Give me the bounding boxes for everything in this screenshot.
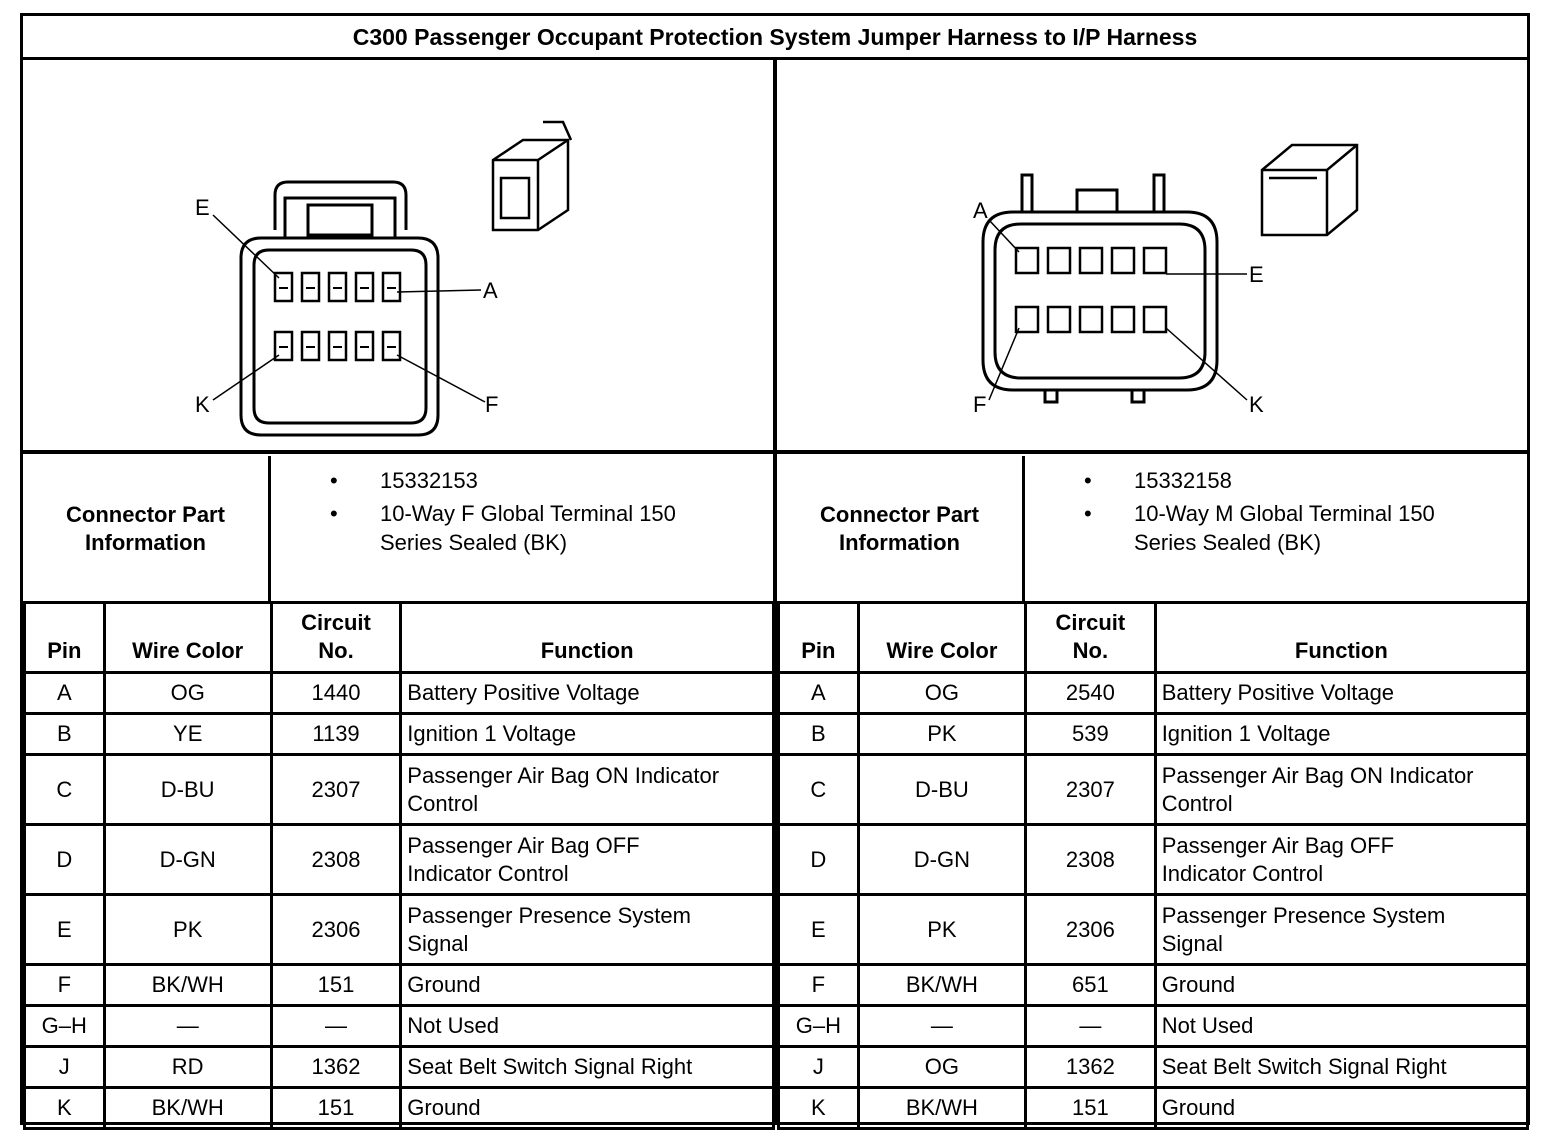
function-cell: Ground xyxy=(1155,1088,1527,1129)
function-cell: Passenger Air Bag OFF Indicator Control xyxy=(1155,825,1527,895)
connector-part-info xyxy=(777,456,1529,601)
header-wire-color: Wire Color xyxy=(104,603,271,673)
function-cell: Passenger Presence System Signal xyxy=(1155,895,1527,965)
function-cell: Ignition 1 Voltage xyxy=(1155,714,1527,755)
table-row xyxy=(25,1006,774,1047)
circuit-cell: 2540 xyxy=(1026,673,1156,714)
circuit-cell: — xyxy=(1026,1006,1156,1047)
circuit-cell: 2308 xyxy=(1026,825,1156,895)
function-cell: Ground xyxy=(1155,965,1527,1006)
circuit-cell: 151 xyxy=(1026,1088,1156,1129)
connector-end-view-sheet xyxy=(20,13,1530,1125)
function-cell: Passenger Air Bag OFF Indicator Control xyxy=(401,825,774,895)
header-function: Function xyxy=(1155,603,1527,673)
pin-cell: K xyxy=(25,1088,105,1129)
table-row xyxy=(25,1047,774,1088)
pin-cell: A xyxy=(779,673,859,714)
table-row xyxy=(25,825,774,895)
pin-cell: E xyxy=(779,895,859,965)
pin-table xyxy=(23,601,775,1130)
circuit-cell: 151 xyxy=(271,1088,400,1129)
connector-part-info xyxy=(23,456,773,601)
wire-color-cell: RD xyxy=(104,1047,271,1088)
function-cell: Ignition 1 Voltage xyxy=(401,714,774,755)
wire-color-cell: BK/WH xyxy=(858,965,1025,1006)
drawing-bottom-divider xyxy=(23,450,1527,454)
pin-label-k: K xyxy=(1249,392,1264,417)
female-connector-drawing xyxy=(23,60,773,453)
pin-cell: J xyxy=(25,1047,105,1088)
pin-label-e: E xyxy=(195,195,210,220)
wire-color-cell: PK xyxy=(104,895,271,965)
circuit-cell: 539 xyxy=(1026,714,1156,755)
wire-color-cell: — xyxy=(104,1006,271,1047)
part-number: 15332153 xyxy=(380,468,478,493)
pin-cell: B xyxy=(25,714,105,755)
header-pin: Pin xyxy=(25,603,105,673)
wire-color-cell: PK xyxy=(858,714,1025,755)
circuit-cell: 1362 xyxy=(1026,1047,1156,1088)
function-cell: Not Used xyxy=(401,1006,774,1047)
pin-cell: D xyxy=(779,825,859,895)
circuit-cell: 2306 xyxy=(271,895,400,965)
pin-cell: F xyxy=(25,965,105,1006)
table-row xyxy=(25,1088,774,1129)
pin-label-f: F xyxy=(973,392,987,417)
pin-cell: C xyxy=(779,755,859,825)
header-circuit: Circuit No. xyxy=(271,603,400,673)
part-description-line2: Series Sealed (BK) xyxy=(380,530,568,555)
table-row xyxy=(779,714,1528,755)
table-row xyxy=(25,714,774,755)
function-cell: Seat Belt Switch Signal Right xyxy=(1155,1047,1527,1088)
wire-color-cell: D-GN xyxy=(858,825,1025,895)
pin-table-header xyxy=(779,603,1528,673)
table-row xyxy=(25,965,774,1006)
table-row xyxy=(25,673,774,714)
header-circuit: Circuit No. xyxy=(1026,603,1156,673)
pin-cell: J xyxy=(779,1047,859,1088)
table-row xyxy=(779,673,1528,714)
connector-part-label: Connector Part Information xyxy=(23,456,271,601)
table-row xyxy=(25,895,774,965)
circuit-cell: — xyxy=(271,1006,400,1047)
wire-color-cell: OG xyxy=(858,673,1025,714)
pin-label-k: K xyxy=(195,392,210,417)
wire-color-cell: BK/WH xyxy=(104,965,271,1006)
sheet-title: C300 Passenger Occupant Protection System Jumper Harness to I/P Harness xyxy=(23,16,1527,60)
function-cell: Passenger Air Bag ON Indicator Control xyxy=(1155,755,1527,825)
table-row xyxy=(779,1006,1528,1047)
circuit-cell: 1440 xyxy=(271,673,400,714)
header-wire-color: Wire Color xyxy=(858,603,1025,673)
circuit-cell: 2308 xyxy=(271,825,400,895)
pin-cell: D xyxy=(25,825,105,895)
part-description-line1: 10-Way F Global Terminal 150 xyxy=(380,501,676,526)
pin-label-e: E xyxy=(1249,262,1264,287)
circuit-cell: 2307 xyxy=(271,755,400,825)
wire-color-cell: BK/WH xyxy=(104,1088,271,1129)
male-connector-face-svg xyxy=(777,60,1527,453)
connector-part-details: • 15332158 • 10-Way M Global Terminal 150 Series Sealed (BK) xyxy=(1084,468,1435,555)
header-pin: Pin xyxy=(779,603,859,673)
table-row xyxy=(779,1088,1528,1129)
table-row xyxy=(779,895,1528,965)
wire-color-cell: OG xyxy=(858,1047,1025,1088)
circuit-cell: 2307 xyxy=(1026,755,1156,825)
table-row xyxy=(779,755,1528,825)
pin-cell: K xyxy=(779,1088,859,1129)
wire-color-cell: D-BU xyxy=(104,755,271,825)
function-cell: Battery Positive Voltage xyxy=(401,673,774,714)
table-row xyxy=(779,965,1528,1006)
wire-color-cell: — xyxy=(858,1006,1025,1047)
pin-label-f: F xyxy=(485,392,499,417)
pin-label-a: A xyxy=(483,278,498,303)
header-function: Function xyxy=(401,603,774,673)
table-row xyxy=(779,1047,1528,1088)
pin-cell: G–H xyxy=(779,1006,859,1047)
function-cell: Passenger Air Bag ON Indicator Control xyxy=(401,755,774,825)
part-number: 15332158 xyxy=(1134,468,1232,493)
wire-color-cell: D-BU xyxy=(858,755,1025,825)
connector-part-details: • 15332153 • 10-Way F Global Terminal 150 Series Sealed (BK) xyxy=(330,468,676,555)
wire-color-cell: D-GN xyxy=(104,825,271,895)
pin-cell: E xyxy=(25,895,105,965)
function-cell: Passenger Presence System Signal xyxy=(401,895,774,965)
connector-part-label: Connector Part Information xyxy=(777,456,1025,601)
circuit-cell: 2306 xyxy=(1026,895,1156,965)
circuit-cell: 151 xyxy=(271,965,400,1006)
wire-color-cell: PK xyxy=(858,895,1025,965)
wire-color-cell: YE xyxy=(104,714,271,755)
female-connector-face-svg xyxy=(23,60,773,453)
pin-cell: G–H xyxy=(25,1006,105,1047)
function-cell: Ground xyxy=(401,965,774,1006)
pin-cell: F xyxy=(779,965,859,1006)
pin-cell: A xyxy=(25,673,105,714)
wire-color-cell: BK/WH xyxy=(858,1088,1025,1129)
part-description-line2: Series Sealed (BK) xyxy=(1134,530,1322,555)
male-connector-drawing xyxy=(777,60,1527,453)
pin-table xyxy=(777,601,1529,1130)
function-cell: Seat Belt Switch Signal Right xyxy=(401,1047,774,1088)
part-description-line1: 10-Way M Global Terminal 150 xyxy=(1134,501,1435,526)
circuit-cell: 651 xyxy=(1026,965,1156,1006)
table-row xyxy=(25,755,774,825)
table-row xyxy=(779,825,1528,895)
function-cell: Not Used xyxy=(1155,1006,1527,1047)
circuit-cell: 1362 xyxy=(271,1047,400,1088)
wire-color-cell: OG xyxy=(104,673,271,714)
pin-label-a: A xyxy=(973,198,988,223)
function-cell: Battery Positive Voltage xyxy=(1155,673,1527,714)
pin-table-header xyxy=(25,603,774,673)
circuit-cell: 1139 xyxy=(271,714,400,755)
function-cell: Ground xyxy=(401,1088,774,1129)
pin-cell: B xyxy=(779,714,859,755)
pin-cell: C xyxy=(25,755,105,825)
